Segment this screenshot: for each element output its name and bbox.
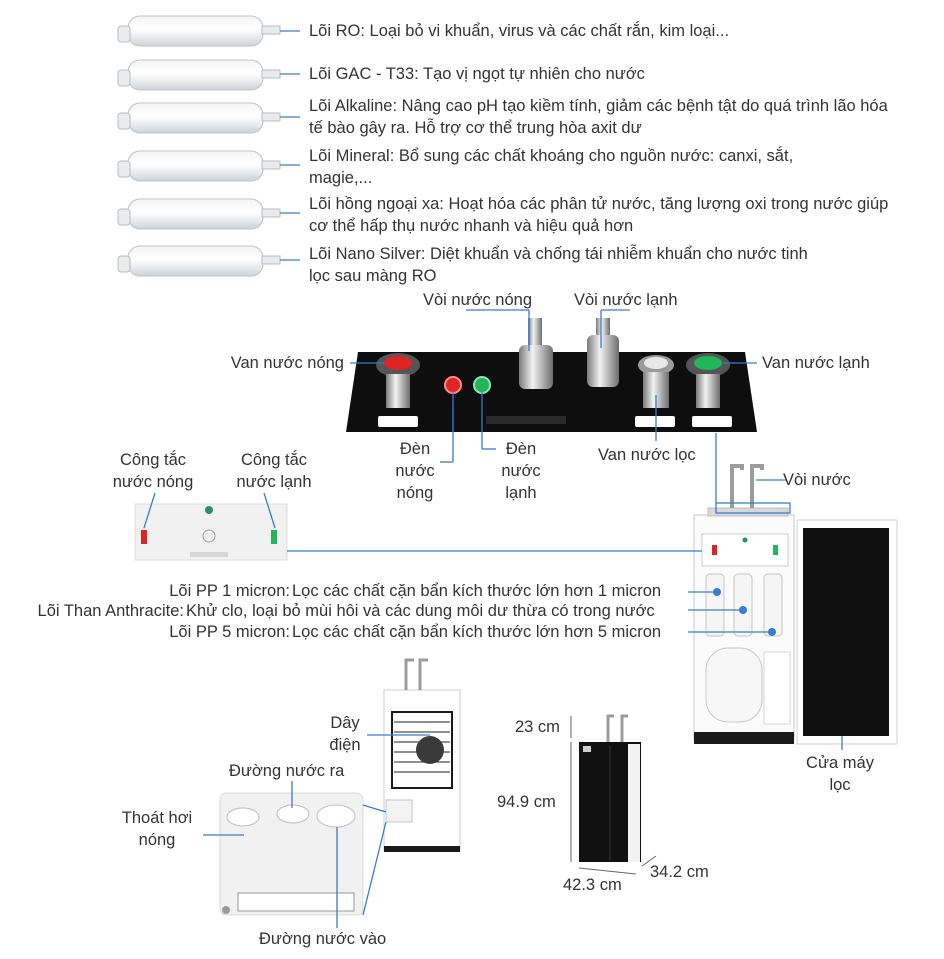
filter-label-ro: Lõi RO: Loại bỏ vi khuẩn, virus và các chất rắn, kim loại... bbox=[309, 22, 730, 40]
filter-cartridge-6 bbox=[118, 246, 300, 276]
back-panel-closeup bbox=[220, 793, 363, 915]
label-power-cord: Dây điện bbox=[329, 714, 361, 754]
filter-cartridge-3 bbox=[118, 103, 300, 133]
inner-filter-name-pp1: Lõi PP 1 micron: bbox=[169, 582, 290, 600]
filter-label-infrared: Lõi hồng ngoại xa: Hoạt hóa các phân tử nước, tăng lượng oxi trong nước giúp cơ thể hấp thụ nước nhanh và hiệu quả hơn bbox=[309, 195, 889, 235]
filter-cartridge-4 bbox=[118, 151, 300, 181]
label-hot-tap: Vòi nước nóng bbox=[423, 291, 533, 309]
label-water-in: Đường nước vào bbox=[259, 930, 387, 948]
filter-label-gac: Lõi GAC - T33: Tạo vị ngọt tự nhiên cho nước bbox=[309, 65, 645, 83]
dimension-width: 42.3 cm bbox=[563, 876, 622, 894]
filter-label-mineral: Lõi Mineral: Bổ sung các chất khoáng cho nguồn nước: canxi, sắt, magie,... bbox=[309, 147, 794, 187]
dimension-depth: 34.2 cm bbox=[650, 863, 709, 881]
inner-filter-desc-anthracite: Khử clo, loại bỏ mùi hôi và các dung môi dư thừa có trong nước bbox=[186, 602, 655, 620]
filter-cartridge-1 bbox=[118, 16, 300, 46]
filter-cartridge-2 bbox=[118, 60, 300, 90]
label-hot-switch: Công tắc nước nóng bbox=[112, 451, 194, 491]
label-filter-valve: Van nước lọc bbox=[598, 446, 696, 464]
dimension-top: 23 cm bbox=[515, 718, 560, 736]
label-cold-switch: Công tắc nước lạnh bbox=[236, 451, 312, 491]
machine-dimension-view bbox=[579, 716, 641, 862]
switch-panel bbox=[135, 504, 287, 560]
inner-filter-desc-pp5: Lọc các chất cặn bẩn kích thước lớn hơn 5 micron bbox=[292, 623, 662, 641]
label-faucet: Vòi nước bbox=[783, 471, 851, 489]
label-hot-valve: Van nước nóng bbox=[230, 354, 344, 372]
machine-back bbox=[384, 660, 460, 852]
control-panel bbox=[346, 318, 757, 432]
filter-label-nano-silver: Lõi Nano Silver: Diệt khuẩn và chống tái nhiễm khuẩn cho nước tinh lọc sau màng RO bbox=[309, 245, 808, 285]
label-door: Cửa máy lọc bbox=[806, 754, 874, 794]
label-water-out: Đường nước ra bbox=[229, 762, 345, 780]
dimension-height: 94.9 cm bbox=[497, 793, 556, 811]
label-steam-out: Thoát hơi nóng bbox=[121, 809, 193, 849]
machine-open bbox=[694, 466, 897, 744]
label-hot-light: Đèn nước nóng bbox=[395, 440, 435, 502]
inner-filter-name-anthracite: Lõi Than Anthracite: bbox=[37, 602, 184, 620]
filter-cartridge-5 bbox=[118, 199, 300, 229]
inner-filter-name-pp5: Lõi PP 5 micron: bbox=[169, 623, 290, 641]
label-cold-light: Đèn nước lạnh bbox=[501, 440, 541, 502]
filter-cartridges bbox=[118, 16, 300, 276]
label-cold-tap: Vòi nước lạnh bbox=[574, 291, 678, 309]
filter-label-alkaline: Lõi Alkaline: Nâng cao pH tạo kiềm tính, giảm các bệnh tật do quá trình lão hóa tế bào gây ra. Hỗ trợ cơ thể trung hòa axit dư bbox=[309, 97, 888, 137]
inner-filter-desc-pp1: Lọc các chất cặn bẩn kích thước lớn hơn 1 micron bbox=[292, 582, 662, 600]
label-cold-valve: Van nước lạnh bbox=[762, 354, 870, 372]
